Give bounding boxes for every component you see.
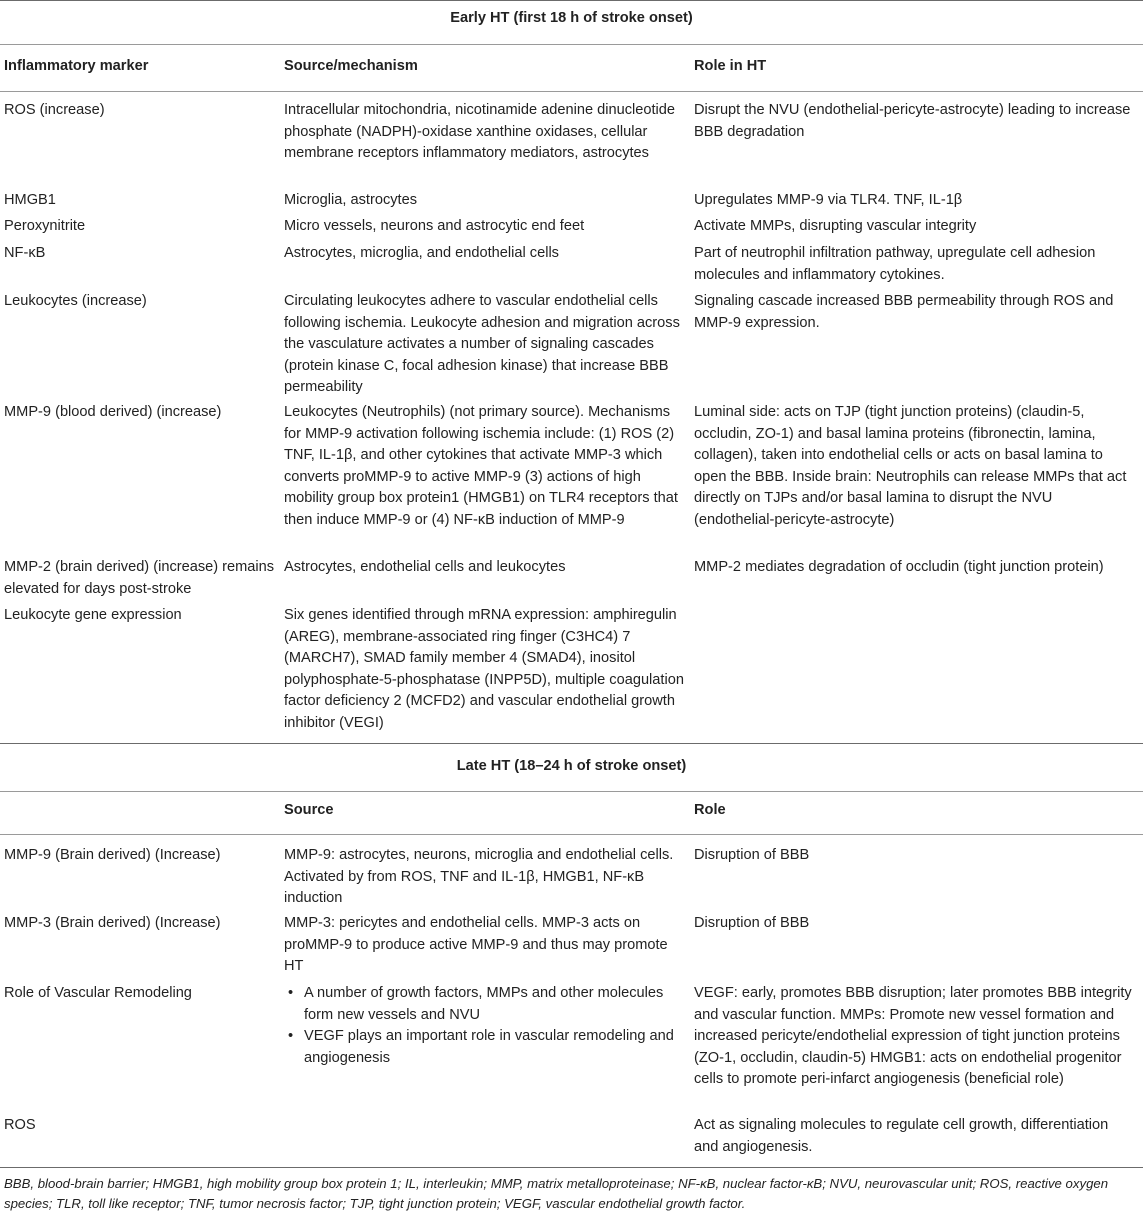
early-ht-heading: Early HT (first 18 h of stroke onset) bbox=[450, 10, 693, 26]
marker-cell: NF-κB bbox=[4, 245, 46, 261]
marker-cell: Leukocytes (increase) bbox=[4, 293, 147, 309]
list-item: • A number of growth factors, MMPs and other molecules form new vessels and NVU bbox=[284, 983, 684, 1026]
footnote: BBB, blood-brain barrier; HMGB1, high mobility group box protein 1; IL, interleukin; MMP, matrix metalloproteinase; NF-κB, nuclear factor-κB; NVU, neurovascular unit; ROS, reactive oxygen species; TLR, toll like receptor; TNF, tumor necrosis factor; TJP, tight junction protein; VEGF, vascular endothelial growth factor. bbox=[4, 1176, 1109, 1211]
source-cell: Microglia, astrocytes bbox=[284, 192, 418, 208]
role-cell: VEGF: early, promotes BBB disruption; later promotes BBB integrity and vascular function. MMPs: Promote new vessel formation and increased pericyte/endothelial expression of tight junction proteins (ZO-1, occludin, claudin-5) HMGB1: acts on endothelial progenitor cells to promote peri-infarct angiogenesis (beneficial role) bbox=[694, 985, 1132, 1087]
role-cell: Disrupt the NVU (endothelial-pericyte-astrocyte) leading to increase BBB degradation bbox=[694, 102, 1131, 140]
source-cell: Astrocytes, endothelial cells and leukocytes bbox=[284, 559, 566, 575]
source-cell: Six genes identified through mRNA expression: amphiregulin (AREG), membrane-associated ring finger (C3HC4) 7 (MARCH7), SMAD family member 4 (SMAD4), inositol polyphosphate-5-phosphatase (INPP5D), multiple coagulation factor deficiency 2 (MCFD2) and vascular endothelial growth inhibitor (VEGI) bbox=[284, 607, 684, 731]
source-cell: Micro vessels, neurons and astrocytic end feet bbox=[284, 218, 585, 234]
col-header-role: Role bbox=[694, 802, 726, 818]
divider bbox=[0, 91, 1143, 92]
role-cell: Part of neutrophil infiltration pathway, upregulate cell adhesion molecules and inflammatory cytokines. bbox=[694, 245, 1096, 283]
top-rule bbox=[0, 0, 1143, 1]
marker-cell: Role of Vascular Remodeling bbox=[4, 985, 192, 1001]
role-cell: Activate MMPs, disrupting vascular integrity bbox=[694, 218, 977, 234]
bullet-list bbox=[284, 983, 684, 1069]
marker-cell: MMP-9 (Brain derived) (Increase) bbox=[4, 847, 221, 863]
divider bbox=[0, 44, 1143, 45]
source-cell: Astrocytes, microglia, and endothelial cells bbox=[284, 245, 559, 261]
divider bbox=[0, 834, 1143, 835]
role-cell: MMP-2 mediates degradation of occludin (tight junction protein) bbox=[694, 559, 1104, 575]
role-cell: Upregulates MMP-9 via TLR4. TNF, IL-1β bbox=[694, 192, 963, 208]
col-header-marker: Inflammatory marker bbox=[4, 58, 149, 74]
role-cell: Luminal side: acts on TJP (tight junction proteins) (claudin-5, occludin, ZO-1) and basal lamina proteins (fibronectin, lamina, collagen), taken into endothelial cells or acts on basal lamina to open the BBB. Inside brain: Neutrophils can release MMPs that act directly on TJPs and/or basal lamina to disrupt the NVU (endothelial-pericyte-astrocyte) bbox=[694, 404, 1127, 528]
marker-cell: MMP-3 (Brain derived) (Increase) bbox=[4, 915, 221, 931]
marker-cell: MMP-2 (brain derived) (increase) remains elevated for days post-stroke bbox=[4, 559, 275, 597]
col-header-source: Source/mechanism bbox=[284, 58, 418, 74]
marker-cell: HMGB1 bbox=[4, 192, 56, 208]
marker-cell: Leukocyte gene expression bbox=[4, 607, 182, 623]
source-cell: Leukocytes (Neutrophils) (not primary source). Mechanisms for MMP-9 activation following ischemia include: (1) ROS (2) TNF, IL-1β, and other cytokines that activate MMP-3 which converts proMMP-9 to active MMP-9 (3) actions of high mobility group box protein1 (HMGB1) on TLR4 receptors that then induce MMP-9 or (4) NF-κB induction of MMP-9 bbox=[284, 404, 678, 528]
marker-cell: ROS (increase) bbox=[4, 102, 105, 118]
marker-cell: ROS bbox=[4, 1117, 36, 1133]
source-cell: MMP-3: pericytes and endothelial cells. MMP-3 acts on proMMP-9 to produce active MMP-9 and thus may promote HT bbox=[284, 915, 668, 974]
divider bbox=[0, 791, 1143, 792]
role-cell: Act as signaling molecules to regulate cell growth, differentiation and angiogenesis. bbox=[694, 1117, 1109, 1155]
section-rule bbox=[0, 743, 1143, 744]
source-cell: Circulating leukocytes adhere to vascular endothelial cells following ischemia. Leukocyte adhesion and migration across the vasculature activates a number of signaling cascades (protein kinase C, focal adhesion kinase) that increase BBB permeability bbox=[284, 293, 680, 395]
source-cell: Intracellular mitochondria, nicotinamide adenine dinucleotide phosphate (NADPH)-oxidase xanthine oxidases, cellular membrane receptors inflammatory mediators, astrocytes bbox=[284, 102, 676, 161]
source-cell bbox=[284, 983, 684, 1069]
marker-cell: Peroxynitrite bbox=[4, 218, 86, 234]
role-cell: Disruption of BBB bbox=[694, 915, 810, 931]
col-header-source: Source bbox=[284, 802, 334, 818]
source-cell: MMP-9: astrocytes, neurons, microglia and endothelial cells. Activated by from ROS, TNF and IL-1β, HMGB1, NF-κB induction bbox=[284, 847, 674, 906]
col-header-role: Role in HT bbox=[694, 58, 767, 74]
role-cell: Disruption of BBB bbox=[694, 847, 810, 863]
late-ht-heading: Late HT (18–24 h of stroke onset) bbox=[456, 758, 687, 774]
bottom-rule bbox=[0, 1167, 1143, 1168]
list-item: • VEGF plays an important role in vascular remodeling and angiogenesis bbox=[284, 1026, 684, 1069]
role-cell: Signaling cascade increased BBB permeability through ROS and MMP-9 expression. bbox=[694, 293, 1114, 331]
marker-cell: MMP-9 (blood derived) (increase) bbox=[4, 404, 222, 420]
